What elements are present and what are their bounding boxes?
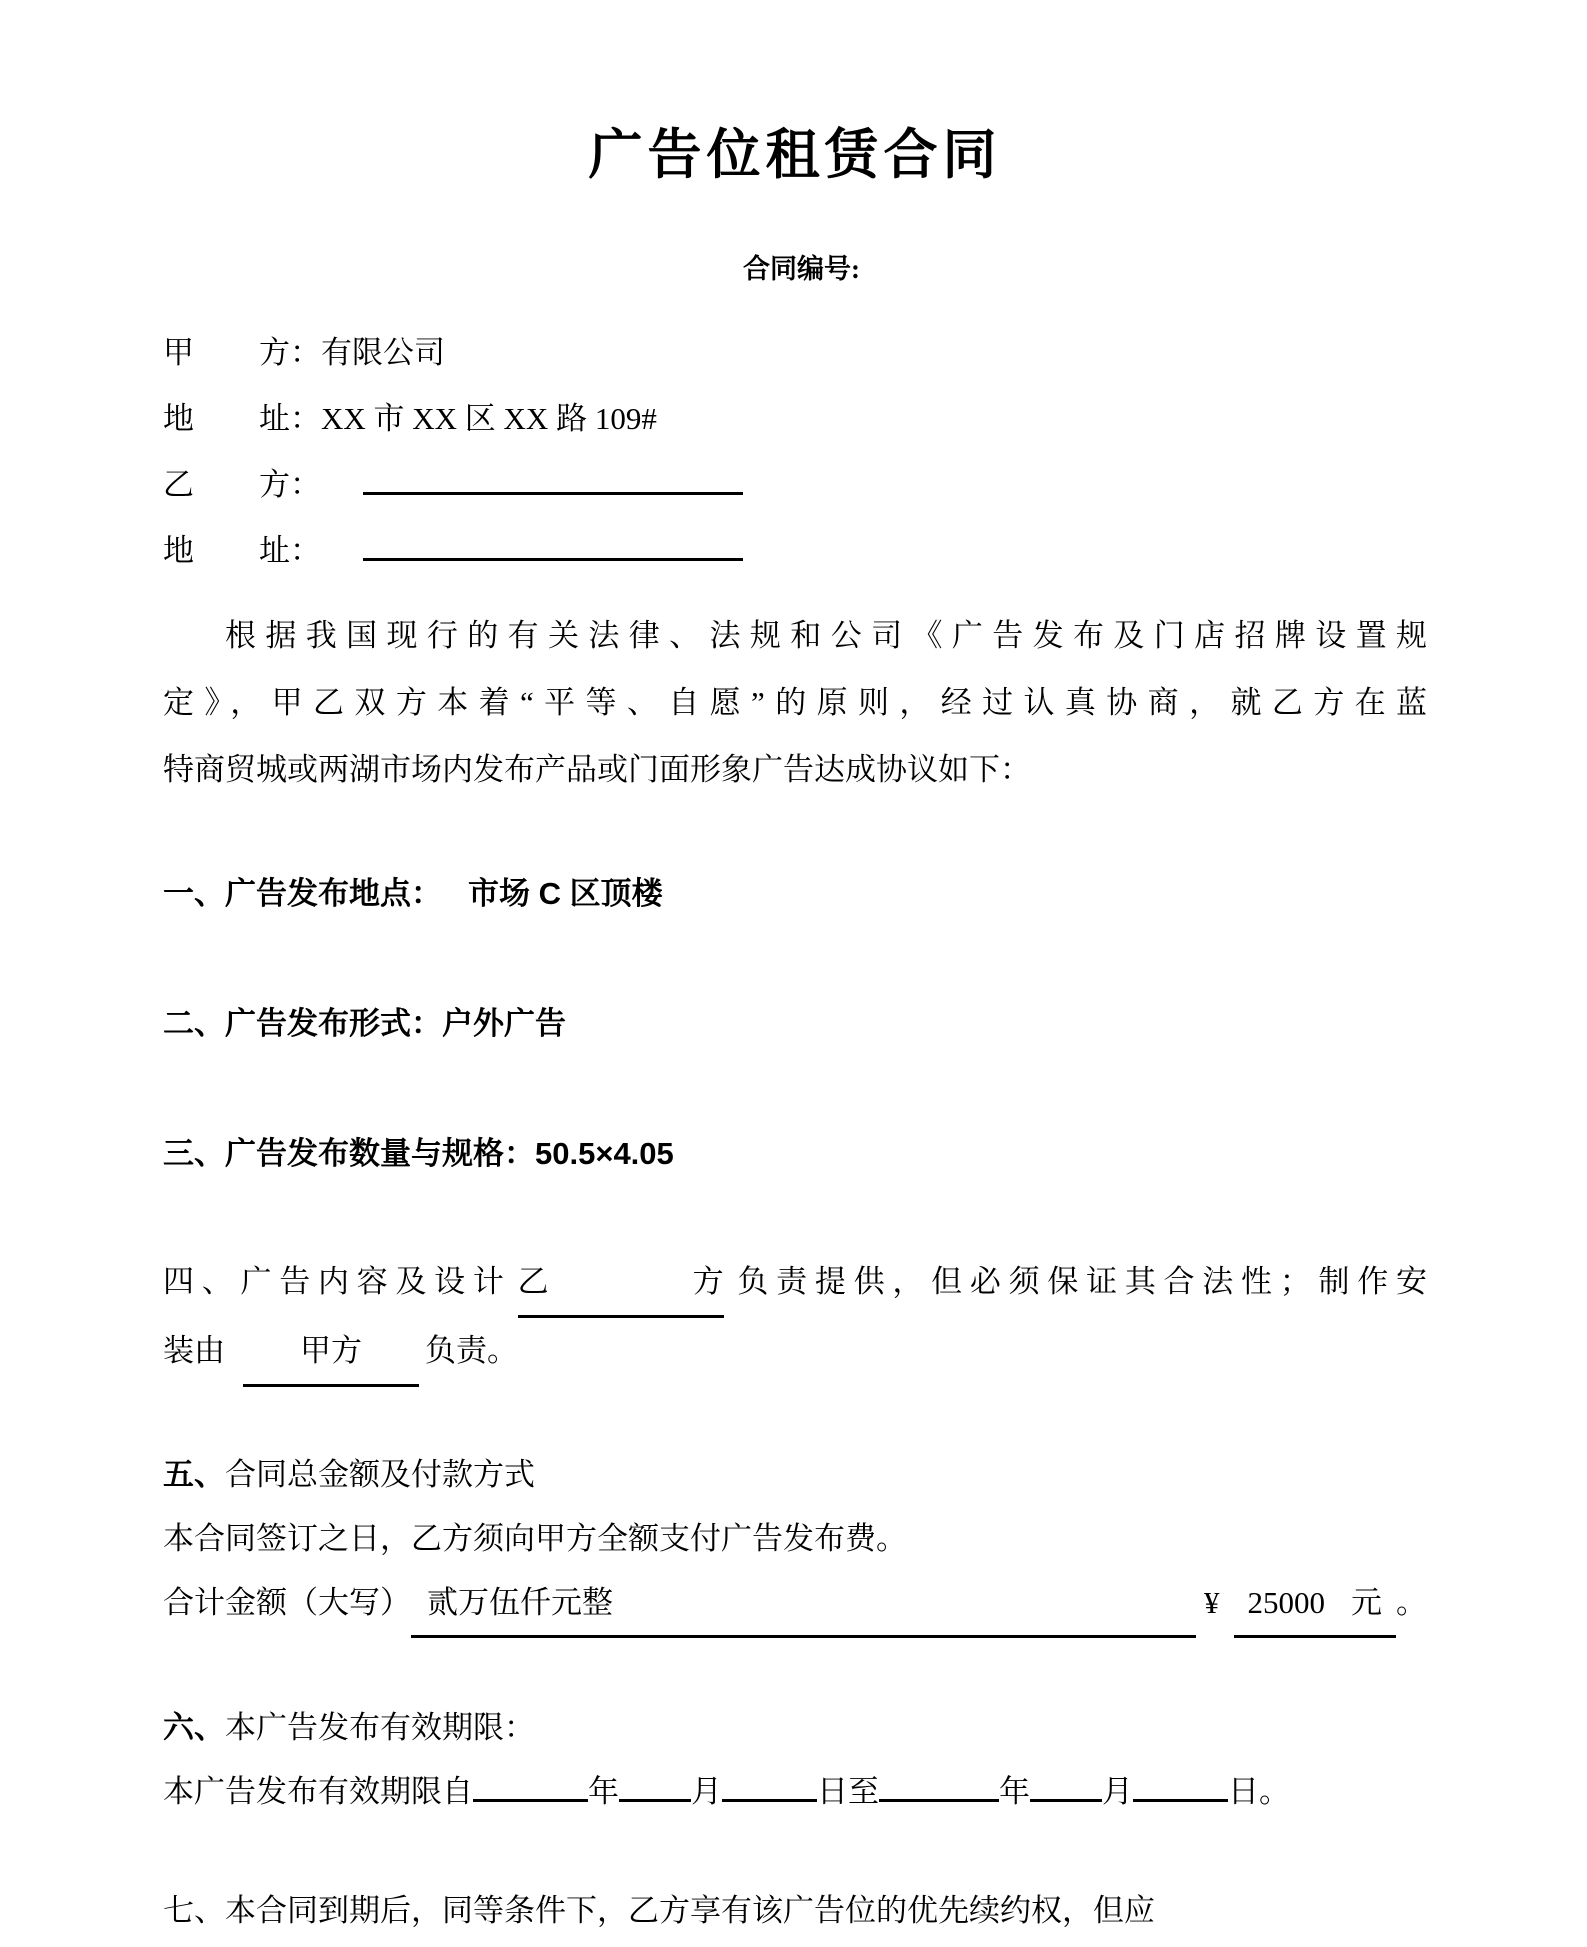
contract-number-label: 合同编号: — [743, 254, 860, 284]
end-month-label: 月 — [1102, 1774, 1133, 1809]
start-day-label: 日至 — [817, 1774, 879, 1809]
section-7-text: 七、本合同到期后，同等条件下，乙方享有该广告位的优先续约权，但应 — [163, 1893, 1155, 1928]
intro-line-2: 定》，甲乙双方本着“平等、自愿”的原则，经过认真协商，就乙方在蓝 — [163, 685, 1427, 720]
section-6-date-line — [163, 1760, 1427, 1824]
section-5-heading: 合同总金额及付款方式 — [225, 1457, 535, 1492]
start-year-label: 年 — [588, 1774, 619, 1809]
section-3-heading: 三、广告发布数量与规格： — [163, 1136, 535, 1171]
party-b-name-row — [163, 452, 1427, 518]
section-5-amount-line — [163, 1571, 1427, 1638]
designer-party-blank: 乙方 — [518, 1249, 724, 1318]
end-day-label: 日。 — [1228, 1774, 1290, 1809]
section-1-location — [163, 861, 1427, 927]
section-4-line-2-suffix: 负责。 — [425, 1333, 518, 1368]
party-b-address-label: 地 — [163, 533, 194, 568]
section-4-line-1-suffix: 负责提供，但必须保证其合法性；制作安 — [729, 1264, 1428, 1299]
section-6-heading-row — [163, 1696, 1427, 1760]
section-4-content-design — [163, 1249, 1427, 1387]
section-7-renewal-right — [163, 1878, 1427, 1944]
section-6-number: 六、 — [163, 1710, 225, 1745]
party-b-label: 乙 — [163, 467, 194, 502]
section-1-value: 市场 C 区顶楼 — [468, 876, 663, 911]
start-year-blank — [473, 1797, 588, 1802]
party-a-field: 方： — [259, 335, 321, 370]
party-b-address-field: 址： — [259, 533, 321, 568]
amount-in-words-blank: 贰万伍仟元整 — [411, 1571, 1196, 1638]
party-b-address-blank — [363, 556, 743, 561]
section-6-heading: 本广告发布有效期限： — [225, 1710, 535, 1745]
end-year-label: 年 — [999, 1774, 1030, 1809]
parties-block — [163, 320, 1427, 584]
document-title: 广告位租赁合同 — [588, 125, 1002, 185]
party-a-label: 甲 — [163, 335, 194, 370]
party-a-address-field: 址： — [259, 401, 321, 436]
start-month-blank — [619, 1797, 691, 1802]
party-b-field: 方： — [259, 467, 321, 502]
section-5-payment-line: 本合同签订之日，乙方须向甲方全额支付广告发布费。 — [163, 1521, 907, 1556]
amount-figures-blank — [1234, 1571, 1397, 1638]
section-5-heading-row — [163, 1443, 1427, 1507]
intro-line-1: 根据我国现行的有关法律、法规和公司《广告发布及门店招牌设置规 — [225, 618, 1427, 653]
section-4-line-2-prefix: 装由 — [163, 1333, 225, 1368]
amount-figures: 25000 — [1247, 1585, 1325, 1620]
section-3-quantity-spec — [163, 1121, 1427, 1187]
party-a-name-value: 有限公司 — [321, 335, 445, 370]
party-a-name-row — [163, 320, 1427, 386]
party-b-address-row — [163, 518, 1427, 584]
end-month-blank — [1030, 1797, 1102, 1802]
section-2-form — [163, 991, 1427, 1057]
section-2-heading: 二、广告发布形式： — [163, 1006, 442, 1041]
currency-symbol: ¥ — [1204, 1585, 1220, 1620]
intro-paragraph — [163, 602, 1427, 803]
intro-line-3: 特商贸城或两湖市场内发布产品或门面形象广告达成协议如下： — [163, 752, 1031, 787]
section-1-heading: 一、广告发布地点： — [163, 876, 442, 911]
section-6-validity-period — [163, 1696, 1427, 1824]
section-5-amount-payment — [163, 1443, 1427, 1638]
amount-unit: 元 — [1351, 1585, 1382, 1620]
date-line-prefix: 本广告发布有效期限自 — [163, 1774, 473, 1809]
party-b-name-blank — [363, 490, 743, 495]
party-a-address-value: XX 市 XX 区 XX 路 109# — [321, 401, 657, 436]
start-month-label: 月 — [691, 1774, 722, 1809]
contract-number-row — [163, 250, 1427, 288]
amount-label: 合计金额（大写） — [163, 1585, 411, 1620]
end-year-blank — [879, 1797, 999, 1802]
section-4-prefix: 四、广告内容及设计 — [163, 1264, 512, 1299]
party-a-address-row — [163, 386, 1427, 452]
section-4-line-1 — [163, 1249, 1427, 1318]
section-4-line-2 — [163, 1318, 1427, 1387]
end-day-blank — [1133, 1797, 1228, 1802]
section-2-value: 户外广告 — [442, 1006, 566, 1041]
party-a-address-label: 地 — [163, 401, 194, 436]
start-day-blank — [722, 1797, 817, 1802]
maker-party-blank: 甲方 — [243, 1318, 419, 1387]
amount-terminal: 。 — [1396, 1585, 1427, 1620]
section-3-value: 50.5×4.05 — [535, 1136, 674, 1171]
section-5-number: 五、 — [163, 1457, 225, 1492]
